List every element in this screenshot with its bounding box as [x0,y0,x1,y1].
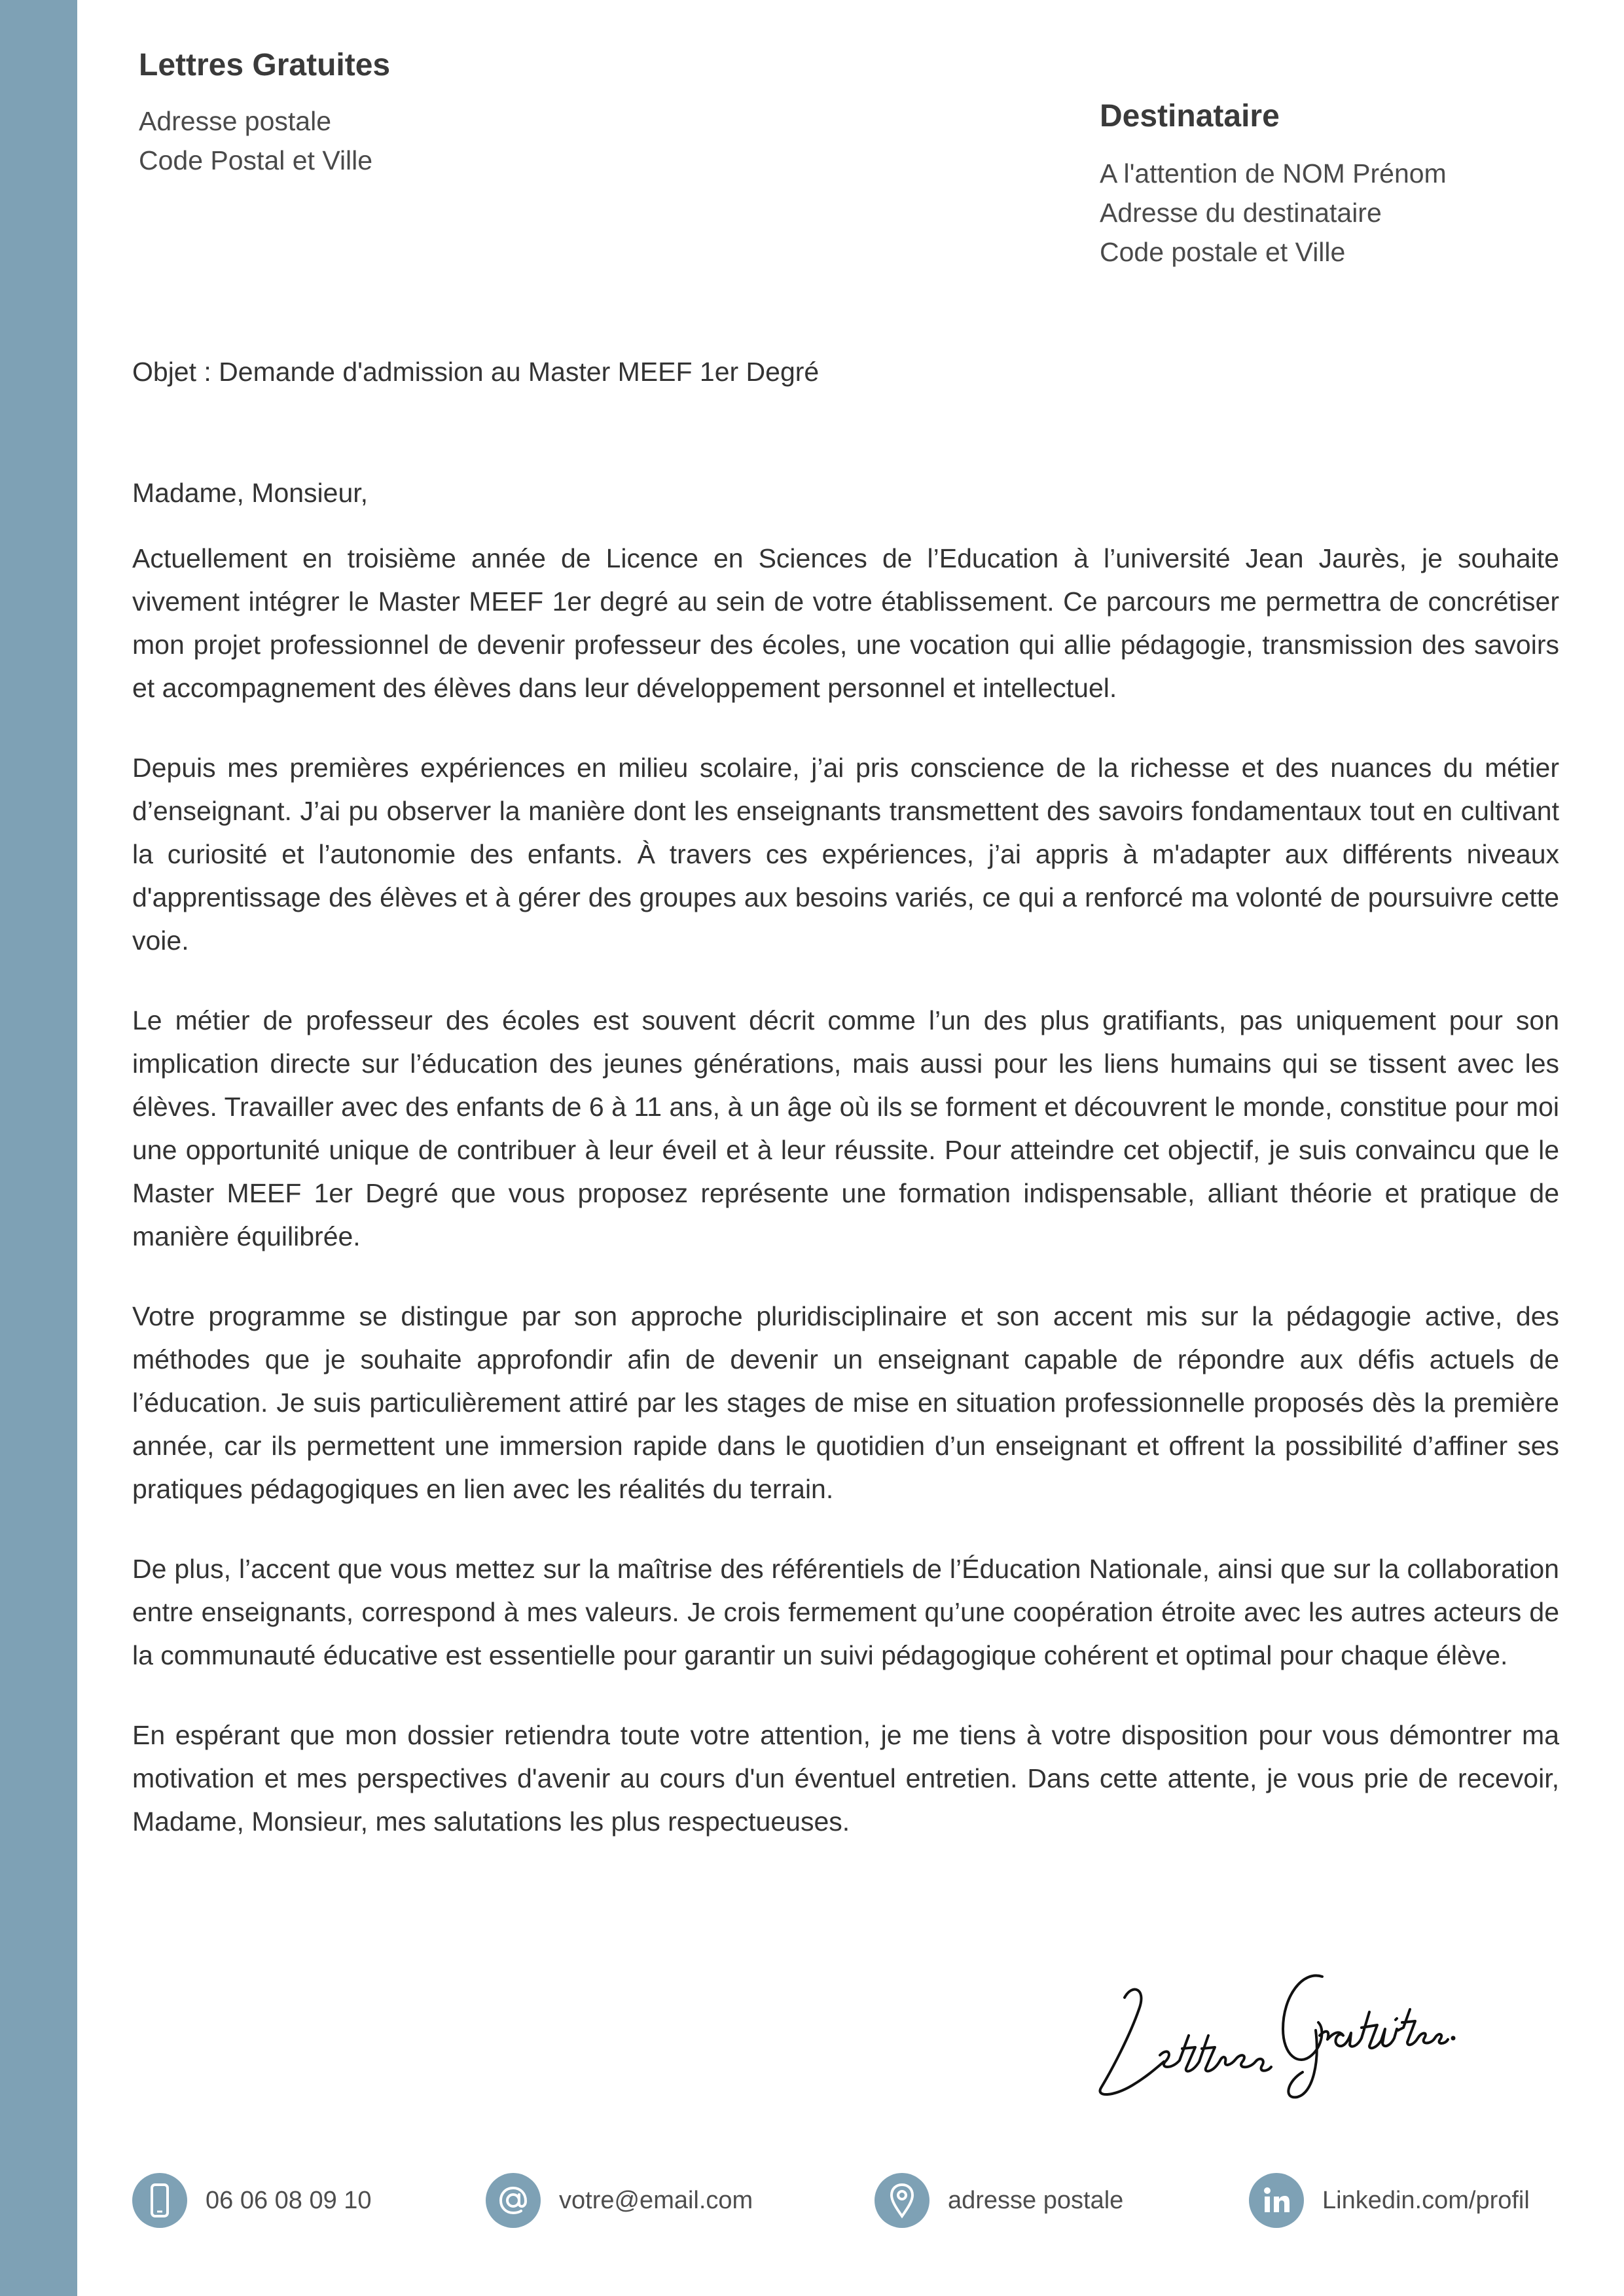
side-accent-band [0,0,77,2296]
linkedin-url: Linkedin.com/profil [1322,2186,1530,2214]
contact-footer [132,2173,1559,2251]
contact-phone [132,2173,372,2228]
paragraph: Depuis mes premières expériences en milieu scolaire, j’ai pris conscience de la richesse et des nuances du métier d’enseignant. J’ai pu observer la manière dont les enseignants transmettent des savoirs fondamentaux tout en cultivant la curiosité et l’autonomie des enfants. À travers ces expériences, j’ai appris à m'adapter aux différents niveaux d'apprentissage des élèves et à gérer des groupes aux besoins variés, ce qui a renforcé ma volonté de poursuivre cette voie. [132,753,1559,956]
contact-address [875,2173,1123,2228]
phone-number: 06 06 08 09 10 [206,2186,372,2214]
paragraph: De plus, l’accent que vous mettez sur la maîtrise des référentiels de l’Éducation Nationale, ainsi que sur la collaboration entre enseignants, correspond à mes valeurs. Je crois fermement qu’une coopération étroite avec les autres acteurs de la communauté éducative est essentielle pour garantir un suivi pédagogique cohérent et optimal pour chaque élève. [132,1554,1559,1670]
phone-icon [132,2173,187,2228]
recipient-attention: A l'attention de NOM Prénom [1100,158,1447,188]
sender-address: Adresse postale [139,106,332,136]
linkedin-icon [1249,2173,1304,2228]
paragraph: Actuellement en troisième année de Licence en Sciences de l’Education à l’université Jean Jaurès, je souhaite vivement intégrer le Master MEEF 1er degré au sein de votre établissement. Ce parcours me permettra de concrétiser mon projet professionnel de devenir professeur des écoles, une vocation qui allie pédagogie, transmission des savoirs et accompagnement des élèves dans leur développement personnel et intellectuel. [132,543,1559,703]
salutation: Madame, Monsieur, [132,478,369,508]
recipient-address: Adresse du destinataire [1100,198,1382,228]
paragraph: Le métier de professeur des écoles est souvent décrit comme l’un des plus gratifiants, pas uniquement pour son implication directe sur l’éducation des jeunes générations, mais aussi pour les liens humains qui se tissent avec les élèves. Travailler avec des enfants de 6 à 11 ans, à un âge où ils se forment et découvrent le monde, constitue pour moi une opportunité unique de contribuer à leur éveil et à leur réussite. Pour atteindre cet objectif, je suis convaincu que le Master MEEF 1er Degré que vous proposez représente une formation indispensable, alliant théorie et pratique de manière équilibrée. [132,1005,1559,1251]
recipient-block [1100,98,1447,272]
handwritten-signature [1087,1957,1460,2114]
sender-city: Code Postal et Ville [139,145,373,175]
contact-email [486,2173,753,2228]
recipient-title: Destinataire [1100,99,1280,134]
email-address: votre@email.com [559,2186,753,2214]
email-at-icon [486,2173,541,2228]
sender-block [139,47,390,180]
paragraph: En espérant que mon dossier retiendra toute votre attention, je me tiens à votre disposition pour vous démontrer ma motivation et mes perspectives d'avenir au cours d'un éventuel entretien. Dans cette attente, je vous prie de recevoir, Madame, Monsieur, mes salutations les plus respectueuses. [132,1720,1559,1837]
letter-body [132,471,1559,1880]
contact-linkedin [1249,2173,1530,2228]
sender-name: Lettres Gratuites [139,48,391,82]
location-pin-icon [875,2173,929,2228]
postal-address: adresse postale [948,2186,1124,2214]
paragraph: Votre programme se distingue par son approche pluridisciplinaire et son accent mis sur la pédagogie active, des méthodes que je souhaite approfondir afin de devenir un enseignant capable de répondre aux défis actuels de l’éducation. Je suis particulièrement attiré par les stages de mise en situation professionnelle proposés dès la première année, car ils permettent une immersion rapide dans le quotidien d’un enseignant et offrent la possibilité d’affiner ses pratiques pédagogiques en lien avec les réalités du terrain. [132,1301,1559,1504]
recipient-city: Code postale et Ville [1100,237,1346,267]
letter-subject: Objet : Demande d'admission au Master MEEF 1er Degré [132,357,820,387]
